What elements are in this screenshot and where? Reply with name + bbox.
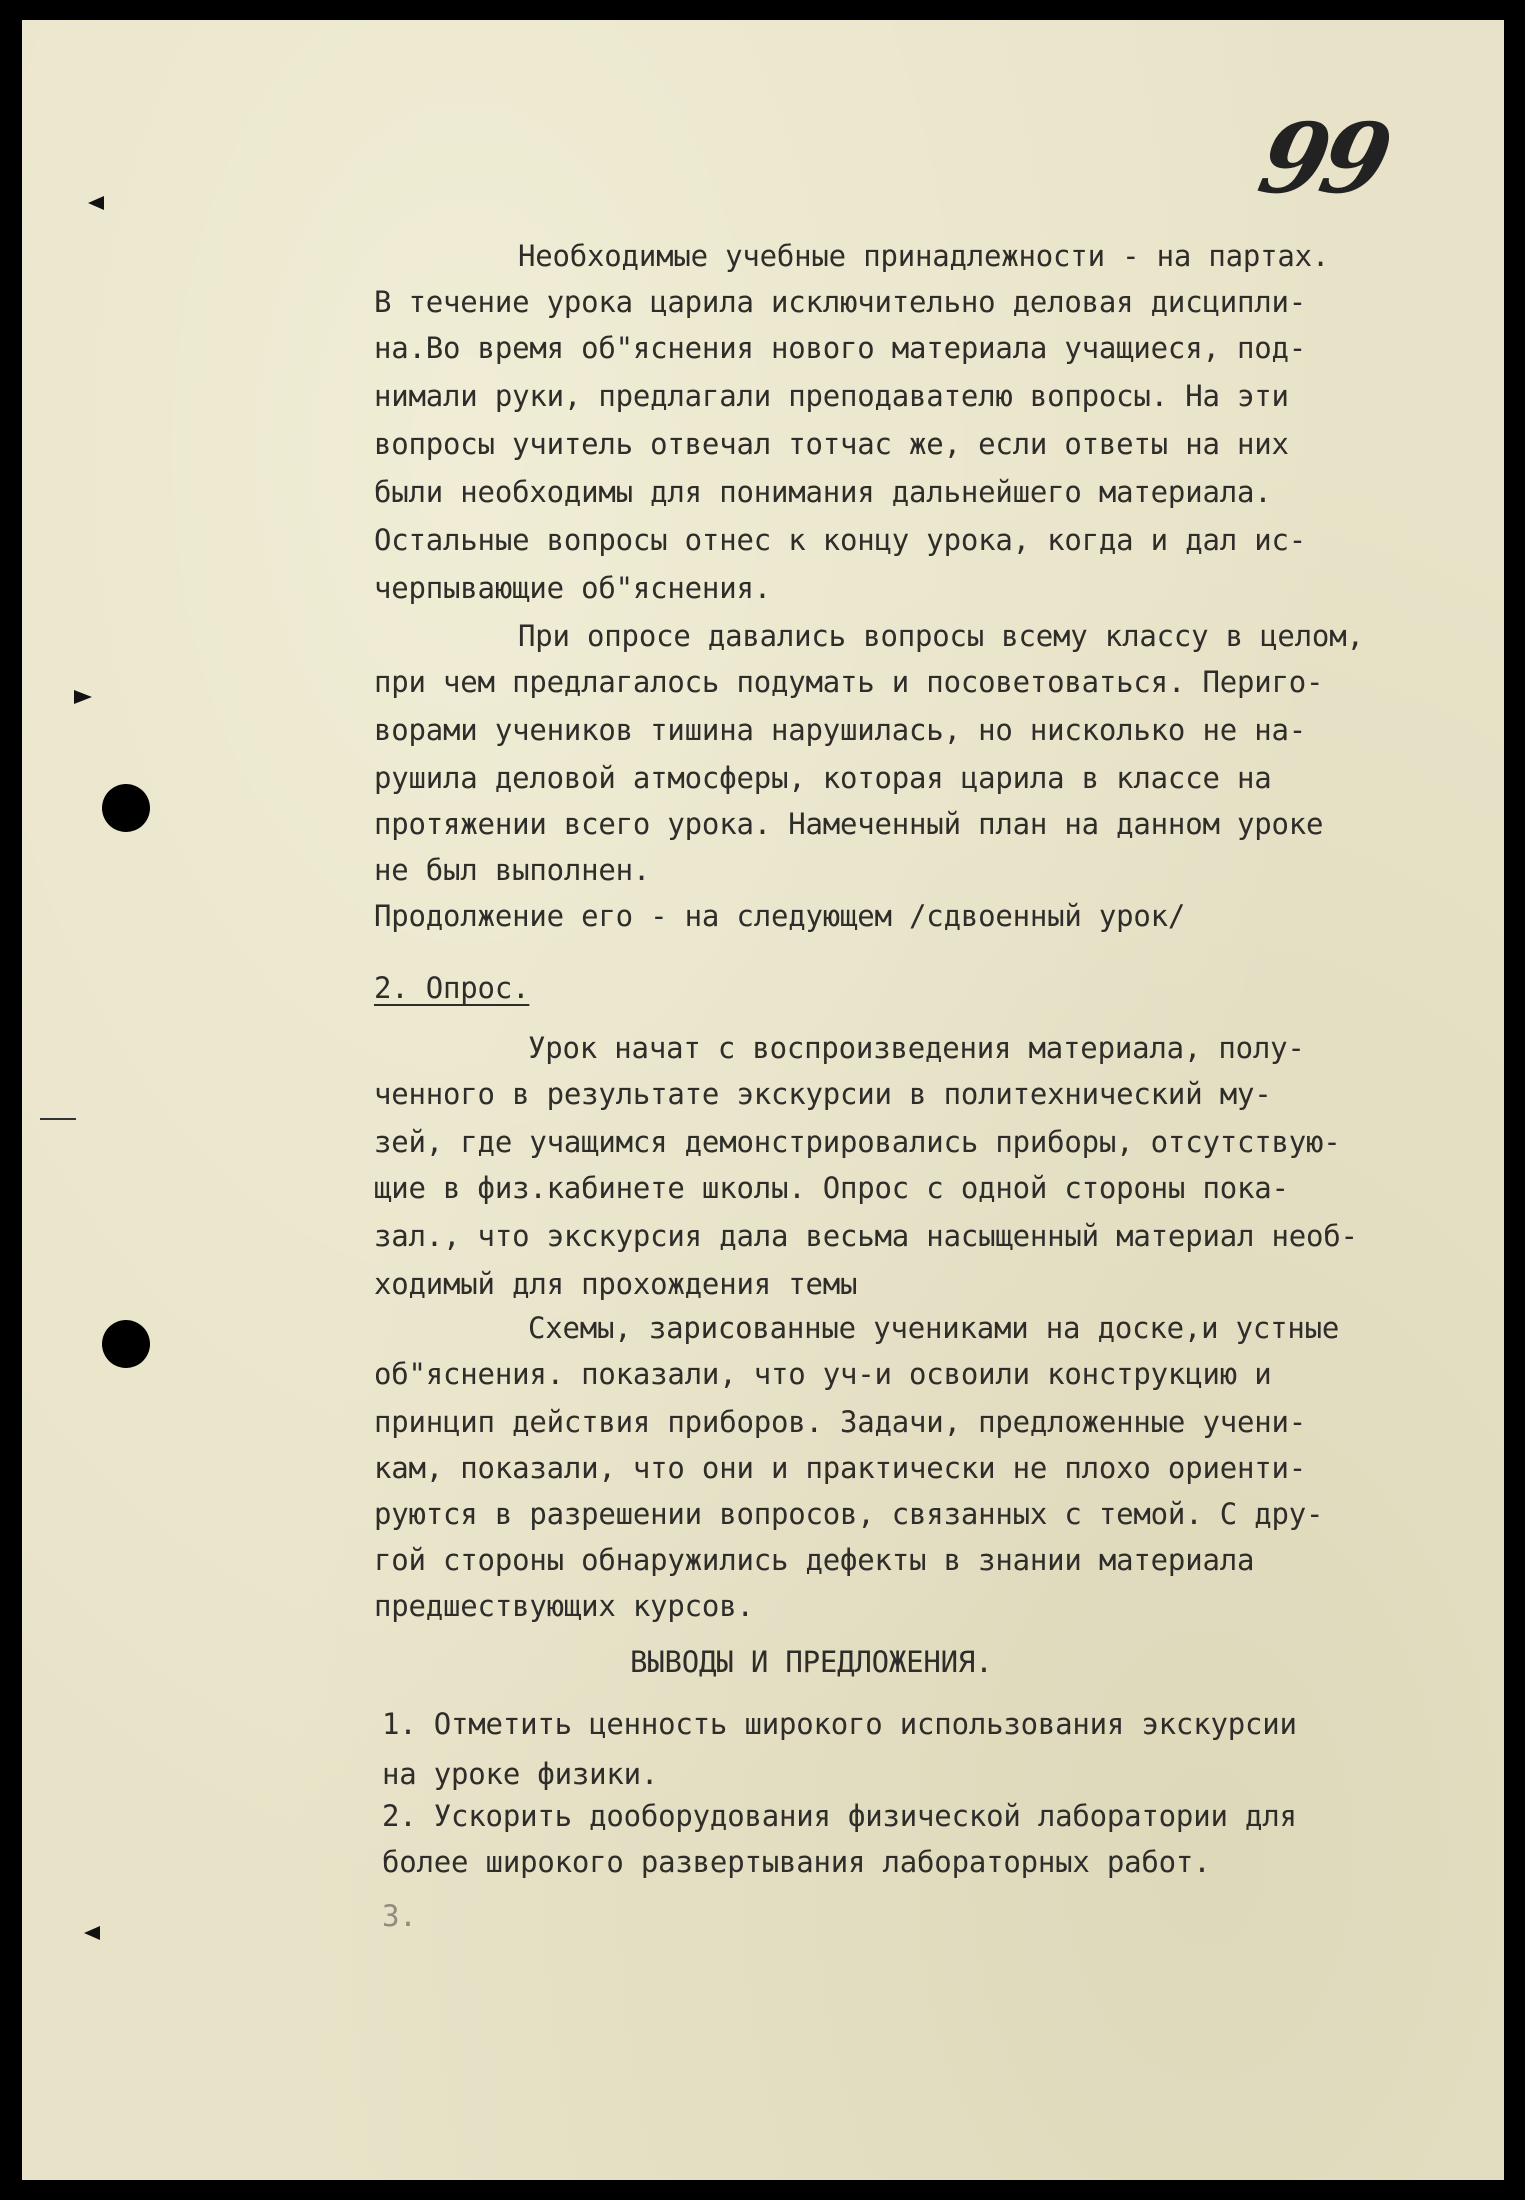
text-line: зал., что экскурсия дала весьма насыщенный материал необ- [374, 1219, 1358, 1253]
text-line: принцип действия приборов. Задачи, предложенные учени- [374, 1405, 1307, 1439]
text-line: Урок начат с воспроизведения материала, полу- [528, 1031, 1305, 1065]
text-line: Схемы, зарисованные учениками на доске,и устные [528, 1311, 1340, 1345]
text-line: зей, где учащимся демонстрировались приборы, отсутствую- [374, 1125, 1341, 1159]
text-line: рушила деловой атмосферы, которая царила в классе на [374, 761, 1272, 795]
text-line: ворами учеников тишина нарушилась, но нисколько не на- [374, 713, 1307, 747]
text-line: кам, показали, что они и практически не плохо ориенти- [374, 1451, 1307, 1485]
text-line: ходимый для прохождения темы [374, 1267, 858, 1301]
margin-dash-mark [40, 1118, 76, 1120]
text-line: 2. Ускорить дооборудования физической лаборатории для [382, 1799, 1297, 1833]
text-line: предшествующих курсов. [374, 1589, 754, 1623]
margin-tick-mark [84, 1926, 100, 1940]
section-heading: ВЫВОДЫ И ПРЕДЛОЖЕНИЯ. [630, 1645, 993, 1679]
text-line: Продолжение его - на следующем /сдвоенный урок/ [374, 899, 1186, 933]
text-line: на.Во время об"яснения нового материала учащиеся, под- [374, 331, 1307, 365]
text-line: ченного в результате экскурсии в политехнический му- [374, 1077, 1272, 1111]
text-line: вопросы учитель отвечал тотчас же, если ответы на них [374, 427, 1289, 461]
text-line: гой стороны обнаружились дефекты в знании материала [374, 1543, 1255, 1577]
text-line: черпывающие об"яснения. [374, 571, 771, 605]
text-line: были необходимы для понимания дальнейшего материала. [374, 475, 1272, 509]
text-line: на уроке физики. [382, 1757, 659, 1791]
text-line: щие в физ.кабинете школы. Опрос с одной стороны пока- [374, 1171, 1289, 1205]
folio-number: 99 [1249, 102, 1396, 215]
margin-tick-mark [88, 196, 104, 210]
text-line: Необходимые учебные принадлежности - на партах. [518, 239, 1330, 273]
text-line: не был выполнен. [374, 853, 651, 887]
binder-hole [102, 784, 150, 832]
text-line: руются в разрешении вопросов, связанных с темой. С дру- [374, 1497, 1324, 1531]
text-line: В течение урока царила исключительно деловая дисципли- [374, 285, 1307, 319]
text-line: 1. Отметить ценность широкого использования экскурсии [382, 1707, 1297, 1741]
text-line: нимали руки, предлагали преподавателю вопросы. На эти [374, 379, 1289, 413]
binder-hole [102, 1320, 150, 1368]
text-line: 3. [382, 1899, 417, 1933]
section-heading: 2. Опрос. [374, 971, 530, 1005]
document-page [22, 20, 1504, 2180]
text-line: протяжении всего урока. Намеченный план на данном уроке [374, 807, 1324, 841]
text-line: При опросе давались вопросы всему классу в целом, [518, 619, 1364, 653]
text-line: более широкого развертывания лабораторных работ. [382, 1845, 1211, 1879]
text-line: Остальные вопросы отнес к концу урока, когда и дал ис- [374, 523, 1307, 557]
margin-tick-mark [74, 690, 92, 704]
text-line: об"яснения. показали, что уч-и освоили конструкцию и [374, 1357, 1272, 1391]
text-line: при чем предлагалось подумать и посоветоваться. Периго- [374, 665, 1324, 699]
